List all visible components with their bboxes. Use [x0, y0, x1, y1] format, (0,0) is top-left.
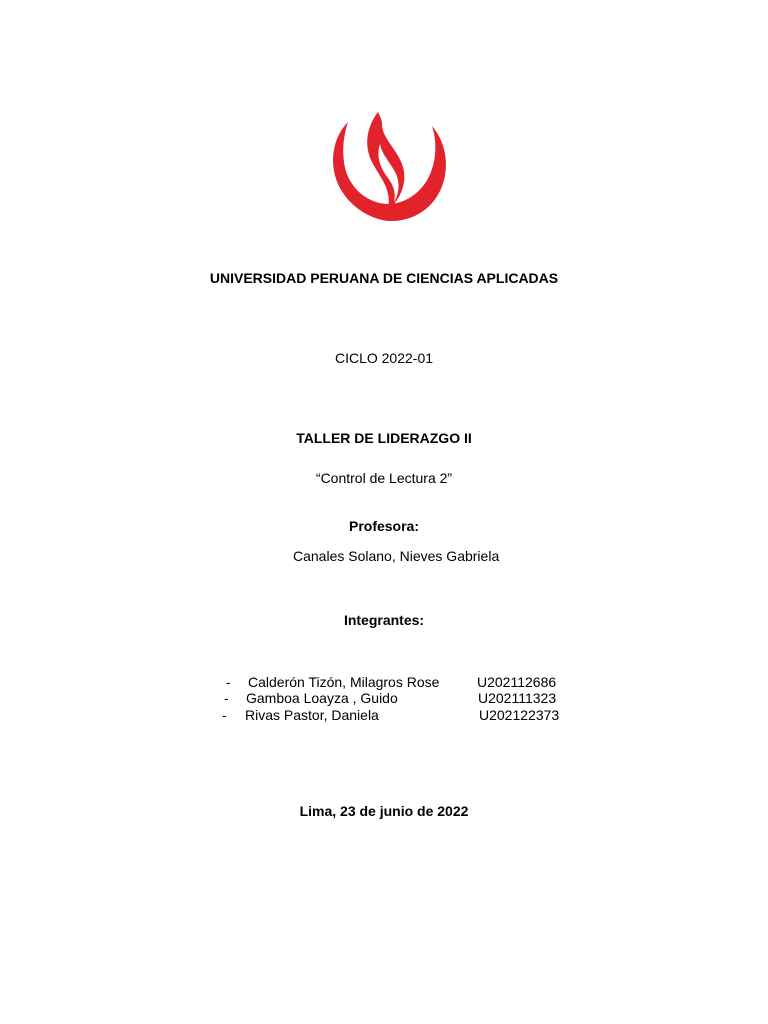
- assignment-title: “Control de Lectura 2”: [315, 470, 453, 486]
- member-bullet: -: [226, 674, 231, 690]
- member-code: U202112686: [477, 674, 557, 690]
- member-bullet: -: [224, 690, 229, 706]
- cycle-text: CICLO 2022-01: [334, 350, 434, 366]
- place-date: Lima, 23 de junio de 2022: [299, 803, 469, 819]
- upc-flame-logo: [330, 110, 448, 224]
- member-name: Rivas Pastor, Daniela: [245, 707, 379, 723]
- professor-label: Profesora:: [348, 518, 420, 534]
- member-bullet: -: [222, 707, 227, 723]
- university-name: UNIVERSIDAD PERUANA DE CIENCIAS APLICADAS: [209, 270, 559, 286]
- professor-name: Canales Solano, Nieves Gabriela: [293, 548, 500, 564]
- member-code: U202122373: [479, 707, 560, 723]
- members-label: Integrantes:: [343, 612, 425, 628]
- member-code: U202111323: [478, 690, 557, 706]
- member-name: Gamboa Loayza , Guido: [246, 690, 398, 706]
- member-name: Calderón Tizón, Milagros Rose: [248, 674, 440, 690]
- course-title: TALLER DE LIDERAZGO II: [296, 430, 472, 446]
